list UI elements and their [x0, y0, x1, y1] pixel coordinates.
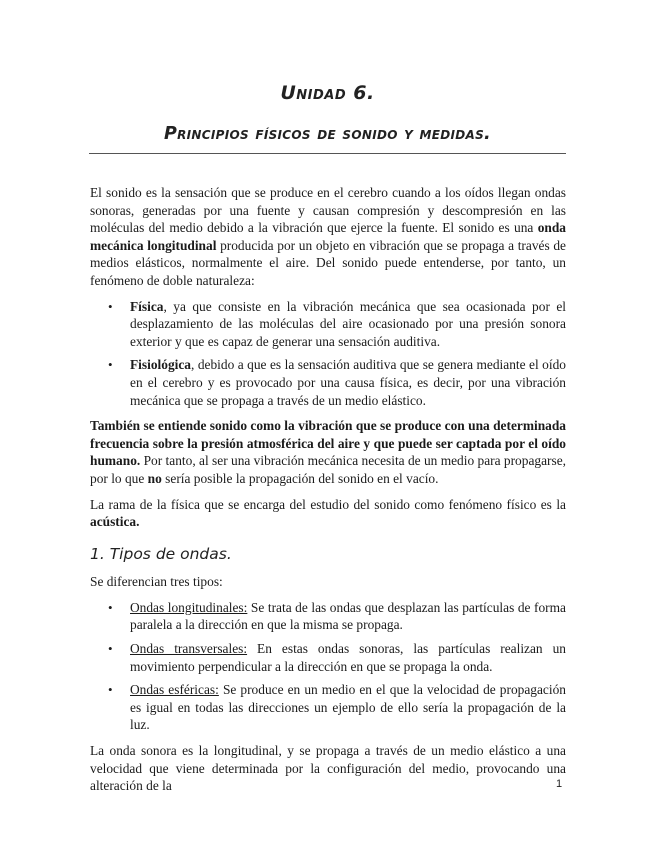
list-item-transversal	[130, 640, 566, 675]
wave-types-list	[90, 599, 566, 734]
unit-heading: Unidad 6.	[280, 82, 375, 104]
list-item-term: Fisiológica	[130, 357, 191, 373]
list-item-term: Ondas esféricas:	[130, 682, 219, 698]
definition-text-b: sería posible la propagación del sonido en el vacío.	[161, 470, 439, 486]
nature-list	[90, 298, 566, 410]
types-intro: Se diferencian tres tipos:	[90, 574, 223, 590]
definition-bold-no: no	[147, 470, 162, 486]
list-item-fisica	[130, 298, 566, 351]
list-item-term: Física	[130, 298, 164, 314]
title-divider	[89, 153, 566, 154]
list-item-text: , ya que consiste en la vibración mecánica que sea ocasionada por el desplazamiento de las moléculas del aire ocasionado por una presión sonora exterior y que es capaz de generar una sensación auditiva.	[130, 298, 566, 349]
section-heading: 1. Tipos de ondas.	[90, 544, 232, 563]
acoustics-paragraph	[90, 496, 566, 531]
list-item-term: Ondas transversales:	[130, 641, 248, 657]
list-item-esferica	[130, 681, 566, 734]
list-item-text: En estas ondas sonoras, las partículas realizan un movimiento perpendicular a la dirección en que se propaga la onda.	[130, 641, 566, 674]
list-item-fisiologica	[130, 356, 566, 409]
intro-bold: onda mecánica longitudinal	[90, 220, 566, 253]
intro-paragraph	[90, 184, 566, 290]
list-item-text: Se produce en un medio en el que la velocidad de propagación es igual en todas las direcciones un ejemplo de ello sería la propagación de la luz.	[130, 682, 566, 733]
list-item-text: Se trata de las ondas que desplazan las partículas de forma paralela a la dirección en que la misma se propaga.	[130, 599, 566, 633]
list-item-longitudinal	[130, 599, 566, 634]
acoustics-text: La rama de la física que se encarga del estudio del sonido como fenómeno físico es la	[90, 496, 566, 512]
sound-definition-paragraph	[90, 417, 566, 487]
body-content	[90, 184, 566, 803]
closing-paragraph: La onda sonora es la longitudinal, y se propaga a través de un medio elástico a una velocidad que viene determinada por la configuración del medio, provocando una alteración de la	[90, 743, 566, 794]
definition-text-a: Por tanto, al ser una vibración mecánica necesita de un medio para propagarse, por lo que	[90, 453, 566, 486]
intro-text-a: El sonido es la sensación que se produce en el cerebro cuando a los oídos llegan ondas sonoras, generadas por una fuente y causan compresión y descompresión en las moléculas del medio debido a la vibración que ejerce la fuente. El sonido es una	[90, 185, 566, 236]
definition-bold: También se entiende sonido como la vibración que se produce con una determinada frecuencia sobre la presión atmosférica del aire y que puede ser captada por el oído humano.	[90, 418, 566, 469]
list-item-term: Ondas longitudinales:	[130, 599, 248, 615]
acoustics-bold: acústica.	[90, 514, 140, 530]
intro-text-b: producida por un objeto en vibración que se propaga a través de medios elásticos, normalmente el aire. Del sonido puede entenderse, por tanto, un fenómeno de doble naturaleza:	[90, 237, 566, 288]
page-title: Principios físicos de sonido y medidas.	[164, 124, 491, 144]
page-number: 1	[556, 778, 563, 790]
list-item-text: , debido a que es la sensación auditiva que se genera mediante el oído en el cerebro y es provocado por una causa física, es decir, por una vibración mecánica que se propaga a través de un medio elástico.	[130, 357, 566, 408]
